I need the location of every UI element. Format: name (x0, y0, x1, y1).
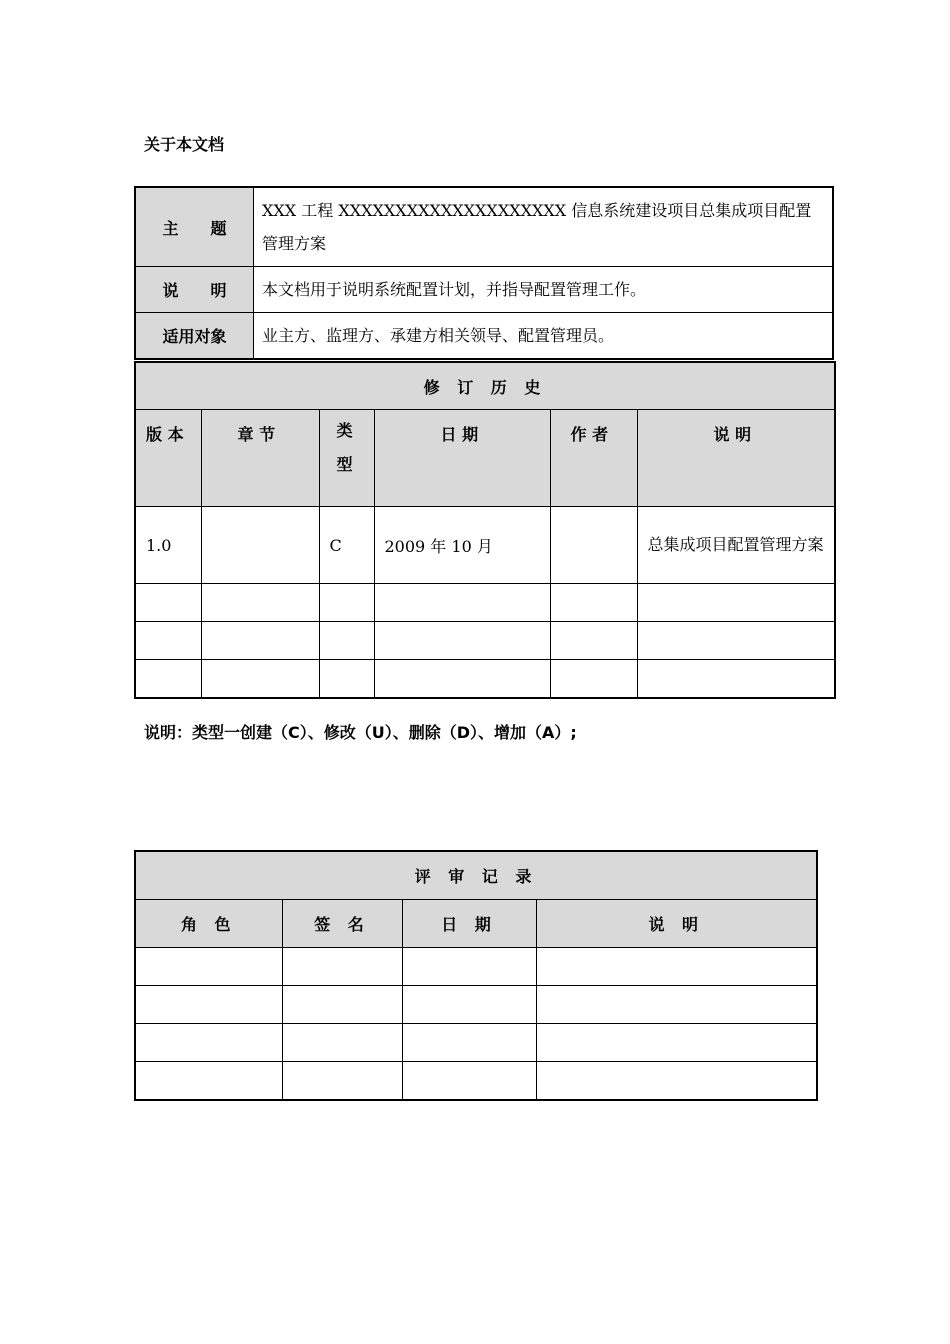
revision-cell (135, 660, 201, 699)
review-cell (135, 948, 282, 986)
revision-cell (201, 622, 319, 660)
revision-cell (374, 584, 550, 622)
column-header-description: 说 明 (637, 410, 835, 507)
review-cell (402, 986, 536, 1024)
review-cell (282, 1062, 402, 1101)
review-record-table (134, 850, 818, 1101)
subject-value: XXX 工程 XXXXXXXXXXXXXXXXXXXX 信息系统建设项目总集成项目配置管理方案 (254, 187, 834, 267)
revision-cell (319, 584, 374, 622)
subject-label: 主 题 (135, 187, 254, 267)
audience-label: 适用对象 (135, 313, 254, 360)
review-header-row (135, 900, 817, 948)
revision-cell (201, 660, 319, 699)
review-cell (402, 1024, 536, 1062)
review-cell (402, 948, 536, 986)
revision-description: 总集成项目配置管理方案 (637, 507, 835, 584)
column-header-description: 说 明 (536, 900, 817, 948)
review-cell (536, 1062, 817, 1101)
revision-cell (201, 584, 319, 622)
review-cell (536, 948, 817, 986)
revision-cell (637, 584, 835, 622)
review-cell (282, 986, 402, 1024)
review-cell (402, 1062, 536, 1101)
revision-history-title: 修 订 历 史 (135, 362, 835, 410)
revision-version: 1.0 (135, 507, 201, 584)
revision-cell (374, 660, 550, 699)
column-header-version: 版 本 (135, 410, 201, 507)
revision-history-table (134, 361, 836, 699)
column-header-signature: 签 名 (282, 900, 402, 948)
review-row (135, 1024, 817, 1062)
review-row (135, 948, 817, 986)
review-cell (282, 1024, 402, 1062)
revision-cell (135, 584, 201, 622)
description-row (135, 267, 833, 313)
column-header-chapter: 章 节 (201, 410, 319, 507)
review-cell (536, 1024, 817, 1062)
audience-row (135, 313, 833, 360)
revision-header-row (135, 410, 835, 507)
subject-row (135, 187, 833, 267)
audience-value: 业主方、监理方、承建方相关领导、配置管理员。 (254, 313, 834, 360)
document-title: 关于本文档 (144, 135, 225, 154)
revision-date: 2009 年 10 月 (374, 507, 550, 584)
revision-cell (374, 622, 550, 660)
review-cell (135, 986, 282, 1024)
revision-chapter (201, 507, 319, 584)
revision-row (135, 660, 835, 699)
revision-row (135, 507, 835, 584)
column-header-date: 日 期 (374, 410, 550, 507)
description-value: 本文档用于说明系统配置计划，并指导配置管理工作。 (254, 267, 834, 313)
column-header-type: 类型 (319, 410, 374, 507)
revision-row (135, 622, 835, 660)
column-header-author: 作 者 (550, 410, 637, 507)
type-legend-note: 说明：类型一创建（C）、修改（U）、删除（D）、增加（A）; (144, 723, 577, 742)
revision-cell (637, 622, 835, 660)
revision-cell (319, 660, 374, 699)
review-cell (536, 986, 817, 1024)
document-info-table (134, 186, 834, 360)
revision-cell (637, 660, 835, 699)
review-cell (135, 1024, 282, 1062)
description-label: 说 明 (135, 267, 254, 313)
revision-cell (319, 622, 374, 660)
review-row (135, 986, 817, 1024)
review-row (135, 1062, 817, 1101)
column-header-role: 角 色 (135, 900, 282, 948)
revision-cell (135, 622, 201, 660)
revision-type: C (319, 507, 374, 584)
review-record-title: 评 审 记 录 (135, 851, 817, 900)
column-header-date: 日 期 (402, 900, 536, 948)
revision-cell (550, 622, 637, 660)
review-cell (135, 1062, 282, 1101)
revision-cell (550, 584, 637, 622)
revision-author (550, 507, 637, 584)
revision-cell (550, 660, 637, 699)
review-cell (282, 948, 402, 986)
revision-row (135, 584, 835, 622)
